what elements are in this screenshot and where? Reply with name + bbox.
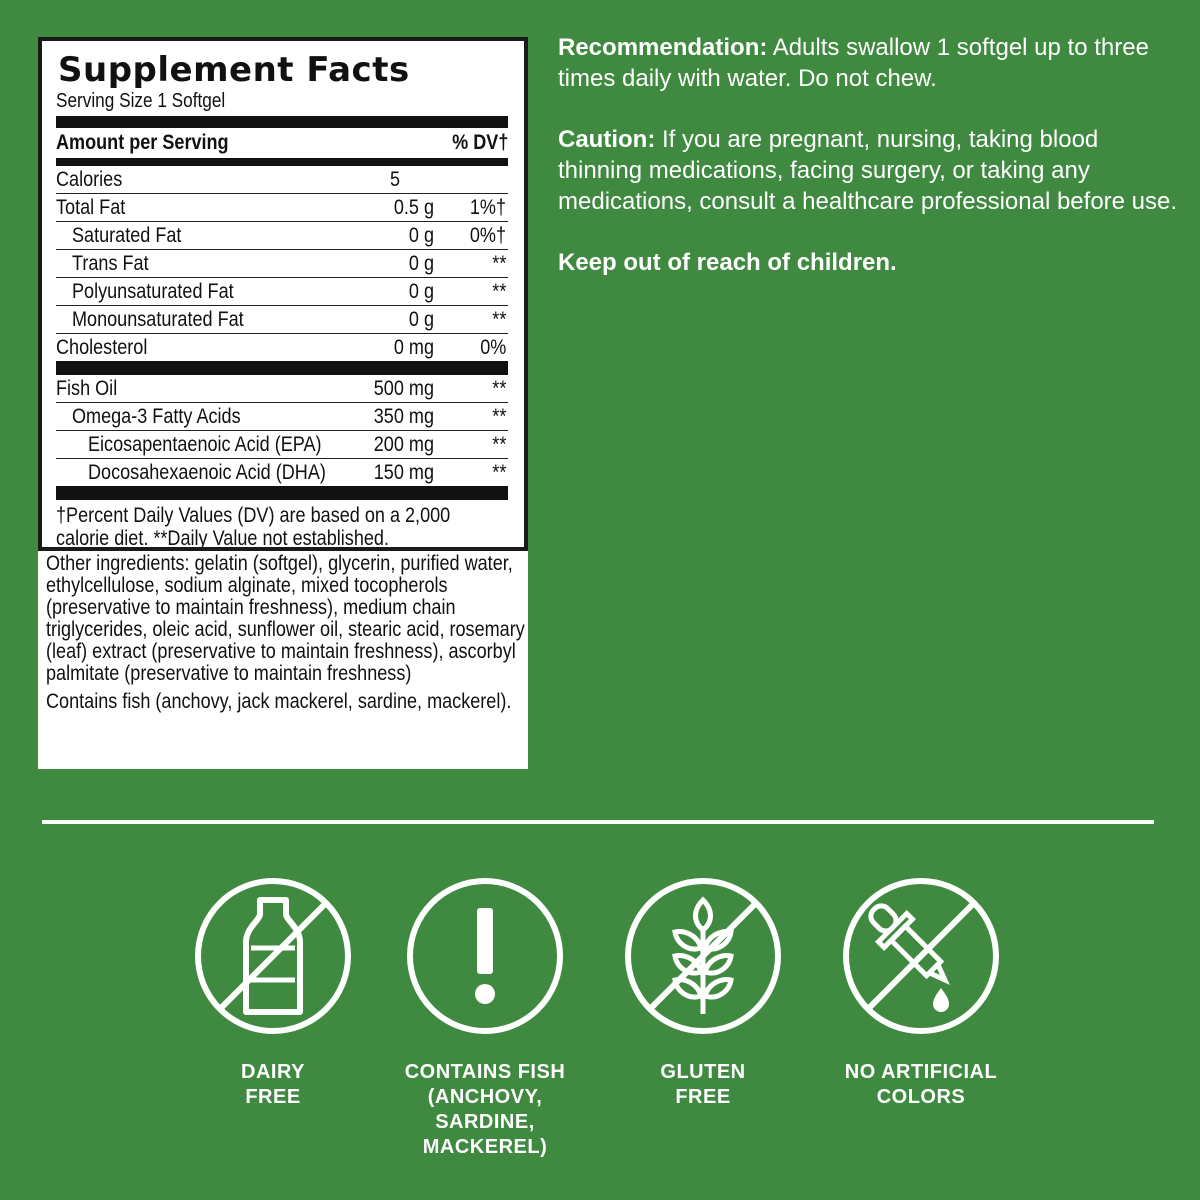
caution bbox=[558, 124, 1178, 217]
badge-gluten-free bbox=[598, 876, 808, 1110]
badge-label: GLUTEN FREE bbox=[660, 1061, 746, 1108]
footnote-line: calorie diet. **Daily Value not established. bbox=[56, 527, 389, 550]
caution-text: If you are pregnant, nursing, taking blood thinning medications, facing surgery, or taking any medications, consult a healthcare professional before use. bbox=[558, 126, 1178, 215]
table-row bbox=[56, 250, 508, 278]
table-row bbox=[56, 403, 508, 431]
nutrient-amount: 0 g bbox=[408, 280, 434, 303]
allergen-statement: Contains fish (anchovy, jack mackerel, sardine, mackerel). bbox=[46, 690, 512, 713]
table-row bbox=[56, 194, 508, 222]
nutrient-amount: 200 mg bbox=[373, 433, 434, 456]
recommendation bbox=[558, 32, 1178, 94]
nutrient-amount: 0 mg bbox=[393, 336, 434, 359]
dairy-free-icon bbox=[193, 876, 353, 1036]
nutrient-amount: 0.5 g bbox=[393, 196, 434, 219]
table-row bbox=[56, 222, 508, 250]
table-row bbox=[56, 334, 508, 361]
badge-contains-fish bbox=[380, 876, 590, 1160]
section-rule bbox=[56, 361, 508, 375]
badge-no-artificial-colors bbox=[816, 876, 1026, 1110]
footnote-line: †Percent Daily Values (DV) are based on a 2,000 bbox=[56, 504, 451, 527]
ingredients-block bbox=[46, 553, 528, 719]
caution-label: Caution: bbox=[558, 126, 656, 153]
nutrient-dv: ** bbox=[491, 252, 506, 275]
badge-label: NO ARTIFICIAL COLORS bbox=[844, 1061, 998, 1108]
nutrient-dv: 0% bbox=[479, 336, 506, 359]
table-row bbox=[56, 166, 508, 194]
nutrient-name: Trans Fat bbox=[72, 252, 149, 275]
badge-label: DAIRY FREE bbox=[241, 1061, 305, 1108]
nutrient-name: Monounsaturated Fat bbox=[72, 308, 244, 331]
nutrient-name: Polyunsaturated Fat bbox=[72, 280, 234, 303]
nutrient-dv: ** bbox=[491, 433, 506, 456]
nutrient-name: Calories bbox=[56, 168, 123, 191]
table-row bbox=[56, 278, 508, 306]
no-artificial-colors-icon bbox=[841, 876, 1001, 1036]
keep-out-warning bbox=[558, 247, 1178, 278]
nutrient-amount: 0 g bbox=[408, 224, 434, 247]
nutrient-dv: ** bbox=[491, 405, 506, 428]
nutrient-dv: ** bbox=[491, 308, 506, 331]
supplement-facts-box bbox=[38, 37, 528, 551]
nutrient-amount: 0 g bbox=[408, 252, 434, 275]
nutrient-name: Docosahexaenoic Acid (DHA) bbox=[88, 461, 326, 484]
nutrient-name: Eicosapentaenoic Acid (EPA) bbox=[88, 433, 322, 456]
badge-label: CONTAINS FISH (ANCHOVY, SARDINE, MACKEREL) bbox=[404, 1061, 566, 1158]
thick-rule bbox=[56, 116, 508, 128]
nutrient-dv: 1%† bbox=[469, 196, 506, 219]
amount-header-row bbox=[56, 128, 508, 158]
nutrient-amount: 150 mg bbox=[373, 461, 434, 484]
nutrient-dv: ** bbox=[491, 461, 506, 484]
nutrient-amount: 500 mg bbox=[373, 377, 434, 400]
nutrient-amount: 350 mg bbox=[373, 405, 434, 428]
nutrient-dv: 0%† bbox=[469, 224, 506, 247]
nutrient-name: Saturated Fat bbox=[72, 224, 182, 247]
exclamation-icon bbox=[405, 876, 565, 1036]
dv-header: % DV† bbox=[451, 131, 508, 154]
table-row bbox=[56, 459, 508, 486]
nutrient-amount: 5 bbox=[389, 168, 400, 191]
nutrient-name: Cholesterol bbox=[56, 336, 148, 359]
other-ingredients: Other ingredients: gelatin (softgel), glycerin, purified water, ethylcellulose, sodium alginate, mixed tocopherols (preservative to maintain freshness), medium chain triglycerides, oleic acid, sunflower oil, stearic acid, rosemary (leaf) extract (preservative to maintain freshness), ascorbyl palmitate (preservative to maintain freshness) bbox=[46, 552, 525, 685]
label-panel bbox=[38, 37, 528, 769]
medium-rule bbox=[56, 158, 508, 166]
recommendation-text: Adults swallow 1 softgel up to three times daily with water. Do not chew. bbox=[558, 34, 1149, 92]
gluten-free-icon bbox=[623, 876, 783, 1036]
nutrient-name: Total Fat bbox=[56, 196, 126, 219]
section-rule bbox=[56, 486, 508, 500]
amount-header: Amount per Serving bbox=[56, 131, 229, 154]
nutrient-dv: ** bbox=[491, 377, 506, 400]
table-row bbox=[56, 306, 508, 334]
serving-size: Serving Size 1 Softgel bbox=[56, 90, 226, 112]
dv-footnote bbox=[56, 504, 451, 550]
nutrient-amount: 0 g bbox=[408, 308, 434, 331]
facts-title: Supplement Facts bbox=[58, 50, 410, 90]
divider bbox=[42, 820, 1154, 824]
recommendation-label: Recommendation: bbox=[558, 34, 768, 61]
nutrient-name: Omega-3 Fatty Acids bbox=[72, 405, 241, 428]
usage-info bbox=[558, 32, 1178, 308]
badge-dairy-free bbox=[168, 876, 378, 1110]
table-row bbox=[56, 431, 508, 459]
keep-out-text: Keep out of reach of children. bbox=[558, 249, 897, 276]
table-row bbox=[56, 375, 508, 403]
nutrient-name: Fish Oil bbox=[56, 377, 118, 400]
nutrient-dv: ** bbox=[491, 280, 506, 303]
